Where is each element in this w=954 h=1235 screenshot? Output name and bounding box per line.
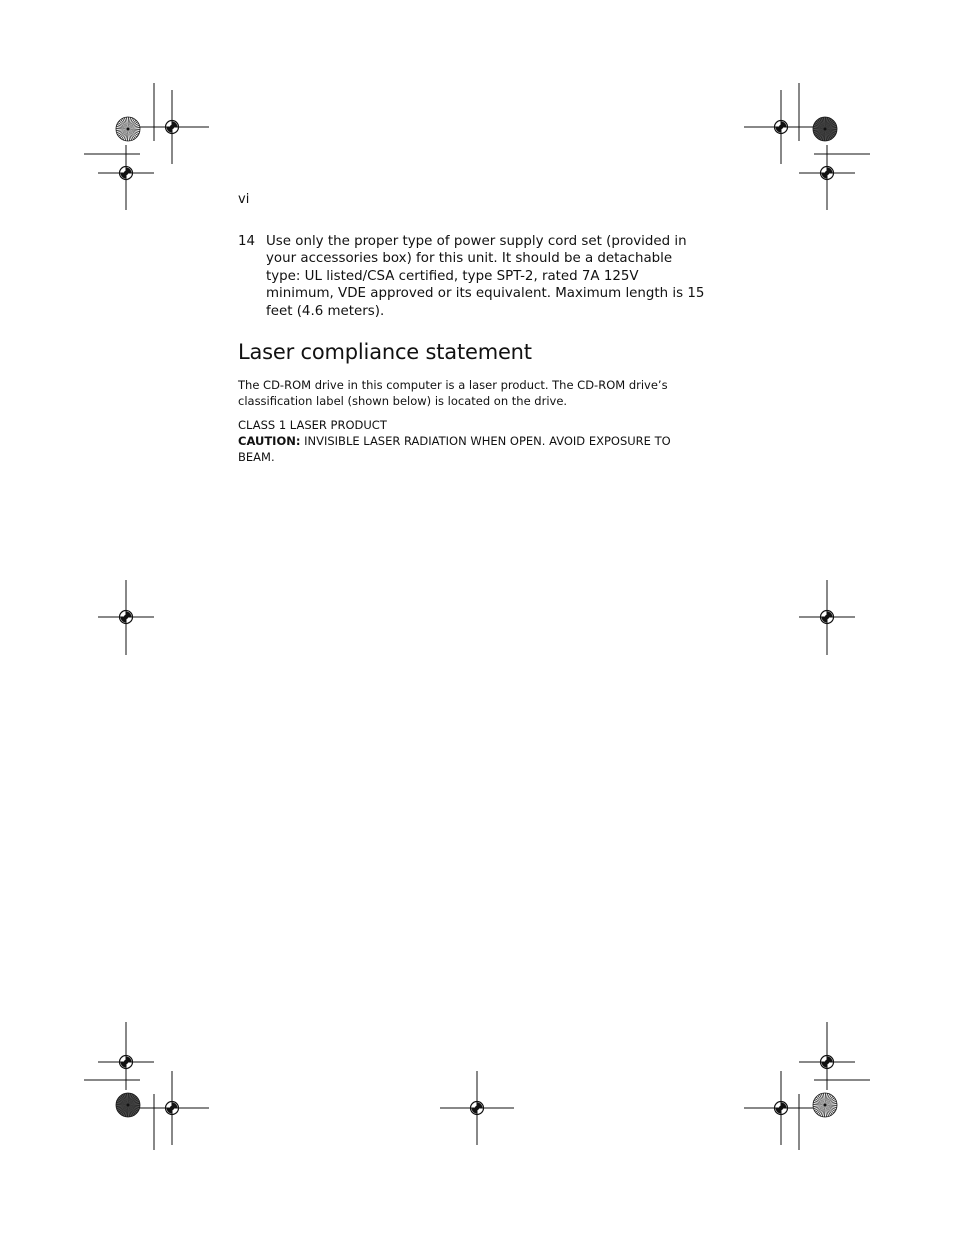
registration-target-icon xyxy=(440,1071,514,1145)
list-item-text: Use only the proper type of power supply cord set (provided in your accessories box) for this unit. It should be a detachable type: UL listed/CSA certified, type SPT-2, rated 7A 125V minimum, VDE approved or its equivalent. Maximum length is 15 feet (4.6 meters). xyxy=(266,234,705,319)
list-item xyxy=(238,233,708,320)
registration-target-icon xyxy=(135,90,209,164)
registration-target-icon xyxy=(744,90,818,164)
class-label-line: CLASS 1 LASER PRODUCT xyxy=(238,418,387,432)
color-registration-wheel-icon xyxy=(116,117,140,141)
registration-target-icon xyxy=(799,1034,855,1090)
list-item-number: 14 xyxy=(238,234,256,249)
registration-target-icon xyxy=(135,1071,209,1145)
registration-target-icon xyxy=(744,1071,818,1145)
laser-classification-label xyxy=(238,417,708,465)
page-number: vi xyxy=(238,192,250,207)
body-paragraph: The CD-ROM drive in this computer is a laser product. The CD-ROM drive’s classification label (shown below) is located on the drive. xyxy=(238,378,668,408)
registration-target-icon xyxy=(98,1034,154,1090)
section-heading: Laser compliance statement xyxy=(238,340,532,364)
caution-label: CAUTION: xyxy=(238,434,301,448)
color-registration-wheel-icon xyxy=(813,1093,837,1117)
color-registration-wheel-icon xyxy=(116,1093,140,1117)
caution-text: INVISIBLE LASER RADIATION WHEN OPEN. AVOID EXPOSURE TO BEAM. xyxy=(238,434,671,464)
caution-line xyxy=(238,433,708,465)
color-registration-wheel-icon xyxy=(813,117,837,141)
